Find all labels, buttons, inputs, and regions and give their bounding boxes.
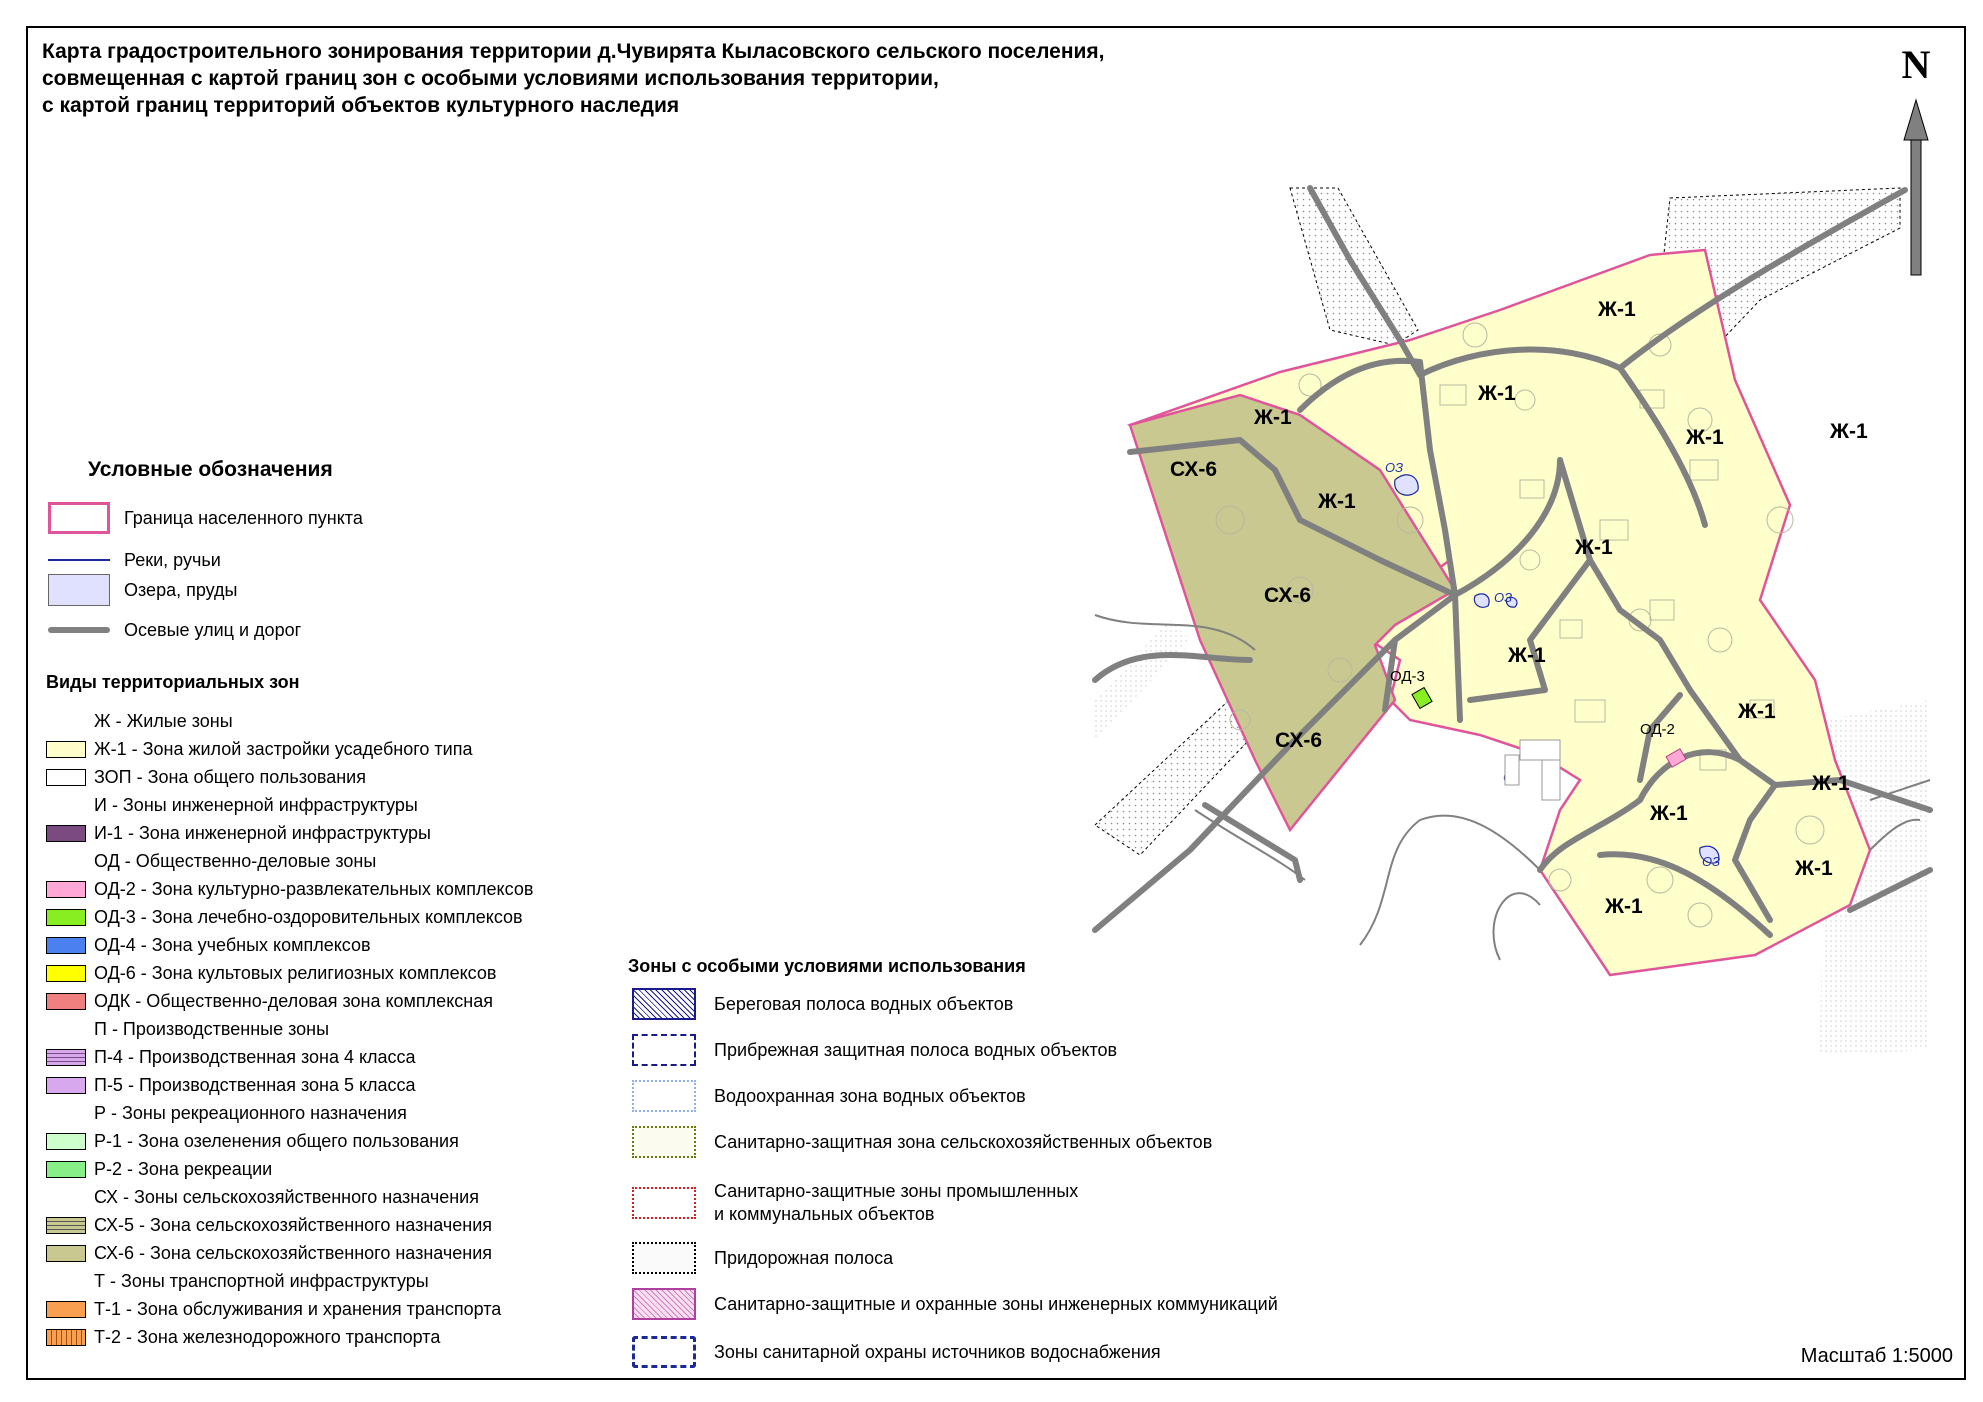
zone-row: [46, 1296, 501, 1322]
legend-label: Граница населенного пункта: [124, 507, 363, 528]
zone-label: Ж-1 - Зона жилой застройки усадебного типа: [94, 738, 473, 759]
zone-label: ОД-6 - Зона культовых религиозных комплексов: [94, 962, 497, 983]
zone-row: [46, 820, 431, 846]
label-zh1: Ж-1: [1795, 857, 1833, 880]
zone-row: [46, 848, 376, 874]
legend-item-roads: [48, 614, 301, 646]
special-zones-heading: Зоны с особыми условиями использования: [628, 956, 1026, 976]
zone-label: Ж - Жилые зоны: [94, 710, 233, 731]
zone-swatch: [46, 909, 86, 926]
zone-row: [46, 932, 371, 958]
label-zh1: Ж-1: [1598, 298, 1636, 321]
title-line: с картой границ территорий объектов культурного наследия: [42, 94, 680, 117]
label-od2: ОД-2: [1640, 721, 1675, 738]
zone-row: [46, 764, 366, 790]
zone-swatch: [46, 769, 86, 786]
zone-label: П-4 - Производственная зона 4 класса: [94, 1046, 416, 1067]
zone-label: Т-1 - Зона обслуживания и хранения транспорта: [94, 1298, 502, 1319]
zone-label: И-1 - Зона инженерной инфраструктуры: [94, 822, 431, 843]
zone-swatch: [46, 1161, 86, 1178]
special-zone-swatch: [632, 1080, 696, 1112]
zone-row: [46, 736, 472, 762]
special-zone-row: [632, 1180, 1078, 1226]
zone-swatch: [46, 825, 86, 842]
label-zh1: Ж-1: [1478, 382, 1516, 405]
zone-swatch: [46, 1217, 86, 1234]
legend-label: Озера, пруды: [124, 579, 238, 600]
zone-row: [46, 792, 418, 818]
label-lake: ОЗ: [1702, 854, 1721, 869]
zone-label: СХ - Зоны сельскохозяйственного назначения: [94, 1186, 479, 1207]
zone-label: П-5 - Производственная зона 5 класса: [94, 1074, 416, 1095]
label-od3: ОД-3: [1390, 668, 1425, 685]
zone-row: [46, 988, 493, 1014]
label-zh1: Ж-1: [1650, 802, 1688, 825]
legend-item-boundary: [48, 502, 363, 534]
special-zone-row: [632, 1336, 1161, 1368]
lake-swatch: [48, 574, 110, 606]
zone-label: Т - Зоны транспортной инфраструктуры: [94, 1270, 429, 1291]
legend-label: Реки, ручьи: [124, 549, 221, 570]
legend-item-rivers: [48, 544, 221, 576]
special-zone-label: Санитарно-защитная зона сельскохозяйственных объектов: [714, 1131, 1213, 1152]
label-zh1: Ж-1: [1318, 490, 1356, 513]
special-zone-label: Санитарно-защитные зоны промышленных: [714, 1181, 1079, 1201]
special-zone-row: [632, 1034, 1117, 1066]
label-cx6: СХ-6: [1275, 729, 1323, 752]
special-zone-label: Водоохранная зона водных объектов: [714, 1085, 1026, 1106]
zone-row: [46, 1240, 492, 1266]
zone-swatch: [46, 937, 86, 954]
special-zone-swatch: [632, 1242, 696, 1274]
zone-swatch: [46, 1133, 86, 1150]
road-swatch: [48, 614, 110, 646]
label-zh1: Ж-1: [1575, 536, 1613, 559]
zone-label: СХ-5 - Зона сельскохозяйственного назначения: [94, 1214, 493, 1235]
zone-row: [46, 1044, 416, 1070]
zone-swatch: [46, 741, 86, 758]
special-zone-row: [632, 1242, 893, 1274]
zone-label: СХ-6 - Зона сельскохозяйственного назначения: [94, 1242, 493, 1263]
special-zone-row: [632, 1080, 1026, 1112]
zone-label: И - Зоны инженерной инфраструктуры: [94, 794, 418, 815]
boundary-swatch: [48, 502, 110, 534]
special-zone-swatch: [632, 1288, 696, 1320]
zone-row: [46, 960, 496, 986]
label-cx6: СХ-6: [1264, 584, 1312, 607]
zone-label: П - Производственные зоны: [94, 1018, 330, 1039]
special-zone-swatch: [632, 988, 696, 1020]
zone-swatch: [46, 965, 86, 982]
zones-heading: Виды территориальных зон: [46, 672, 300, 692]
river-swatch: [48, 544, 110, 576]
map-scale: Масштаб 1:5000: [1800, 1345, 1953, 1367]
zone-label: ОД-3 - Зона лечебно-оздоровительных комплексов: [94, 906, 523, 927]
zone-label: Р-2 - Зона рекреации: [94, 1158, 273, 1179]
zone-label: ОДК - Общественно-деловая зона комплексная: [94, 990, 493, 1011]
label-zh1: Ж-1: [1686, 426, 1724, 449]
special-zone-row: [632, 988, 1013, 1020]
zone-label: Т-2 - Зона железнодорожного транспорта: [94, 1326, 441, 1347]
zone-label: Р - Зоны рекреационного назначения: [94, 1102, 407, 1123]
zone-label: Р-1 - Зона озеленения общего пользования: [94, 1130, 459, 1151]
zone-row: [46, 1212, 492, 1238]
special-zone-swatch: [632, 1336, 696, 1368]
north-label: N: [1901, 42, 1931, 87]
label-zh1: Ж-1: [1605, 895, 1643, 918]
special-zone-label: Санитарно-защитные и охранные зоны инженерных коммуникаций: [714, 1293, 1278, 1314]
label-lake: ОЗ: [1494, 590, 1513, 605]
zone-swatch: [46, 1077, 86, 1094]
special-zone-label: Придорожная полоса: [714, 1247, 894, 1268]
label-cx6: СХ-6: [1170, 458, 1218, 481]
special-zone-swatch: [632, 1187, 696, 1219]
zone-label: ОД - Общественно-деловые зоны: [94, 850, 377, 871]
zone-row: [46, 1016, 329, 1042]
map-title: [42, 38, 1105, 119]
zone-swatch: [46, 1245, 86, 1262]
label-zh1: Ж-1: [1254, 406, 1292, 429]
label-lake: ОЗ: [1385, 460, 1404, 475]
special-zone-label: Береговая полоса водных объектов: [714, 993, 1014, 1014]
zone-label: ОД-4 - Зона учебных комплексов: [94, 934, 371, 955]
zone-row: [46, 1100, 407, 1126]
legend-item-lakes: [48, 574, 237, 606]
title-line: совмещенная с картой границ зон с особыми условиями использования территории,: [42, 67, 939, 90]
zone-swatch: [46, 993, 86, 1010]
zone-row: [46, 1268, 429, 1294]
zone-label: ОД-2 - Зона культурно-развлекательных комплексов: [94, 878, 534, 899]
zone-row: [46, 876, 533, 902]
zone-row: [46, 1156, 272, 1182]
zone-swatch: [46, 881, 86, 898]
zone-label: ЗОП - Зона общего пользования: [94, 766, 366, 787]
zone-swatch: [46, 1049, 86, 1066]
special-zone-row: [632, 1288, 1278, 1320]
special-zone-label: и коммунальных объектов: [714, 1204, 935, 1224]
legend-label: Осевые улиц и дорог: [124, 619, 302, 640]
zone-swatch: [46, 1301, 86, 1318]
zone-row: [46, 1324, 440, 1350]
zone-swatch: [46, 1329, 86, 1346]
special-zone-label: Прибрежная защитная полоса водных объектов: [714, 1039, 1118, 1060]
zone-row: [46, 1072, 416, 1098]
legend-heading: Условные обозначения: [88, 458, 333, 481]
label-zh1: Ж-1: [1830, 420, 1868, 443]
special-zone-label: Зоны санитарной охраны источников водоснабжения: [714, 1341, 1161, 1362]
zone-row: [46, 1184, 479, 1210]
special-zone-swatch: [632, 1034, 696, 1066]
special-zone-swatch: [632, 1126, 696, 1158]
label-zh1: Ж-1: [1738, 700, 1776, 723]
zone-row: [46, 904, 523, 930]
label-zh1: Ж-1: [1812, 772, 1850, 795]
special-zone-row: [632, 1126, 1212, 1158]
map-frame: [26, 26, 1966, 1380]
zone-row: [46, 708, 233, 734]
title-line: Карта градостроительного зонирования территории д.Чувирята Кыласовского сельского поселения,: [42, 40, 1105, 63]
label-zh1: Ж-1: [1508, 644, 1546, 667]
zone-row: [46, 1128, 459, 1154]
